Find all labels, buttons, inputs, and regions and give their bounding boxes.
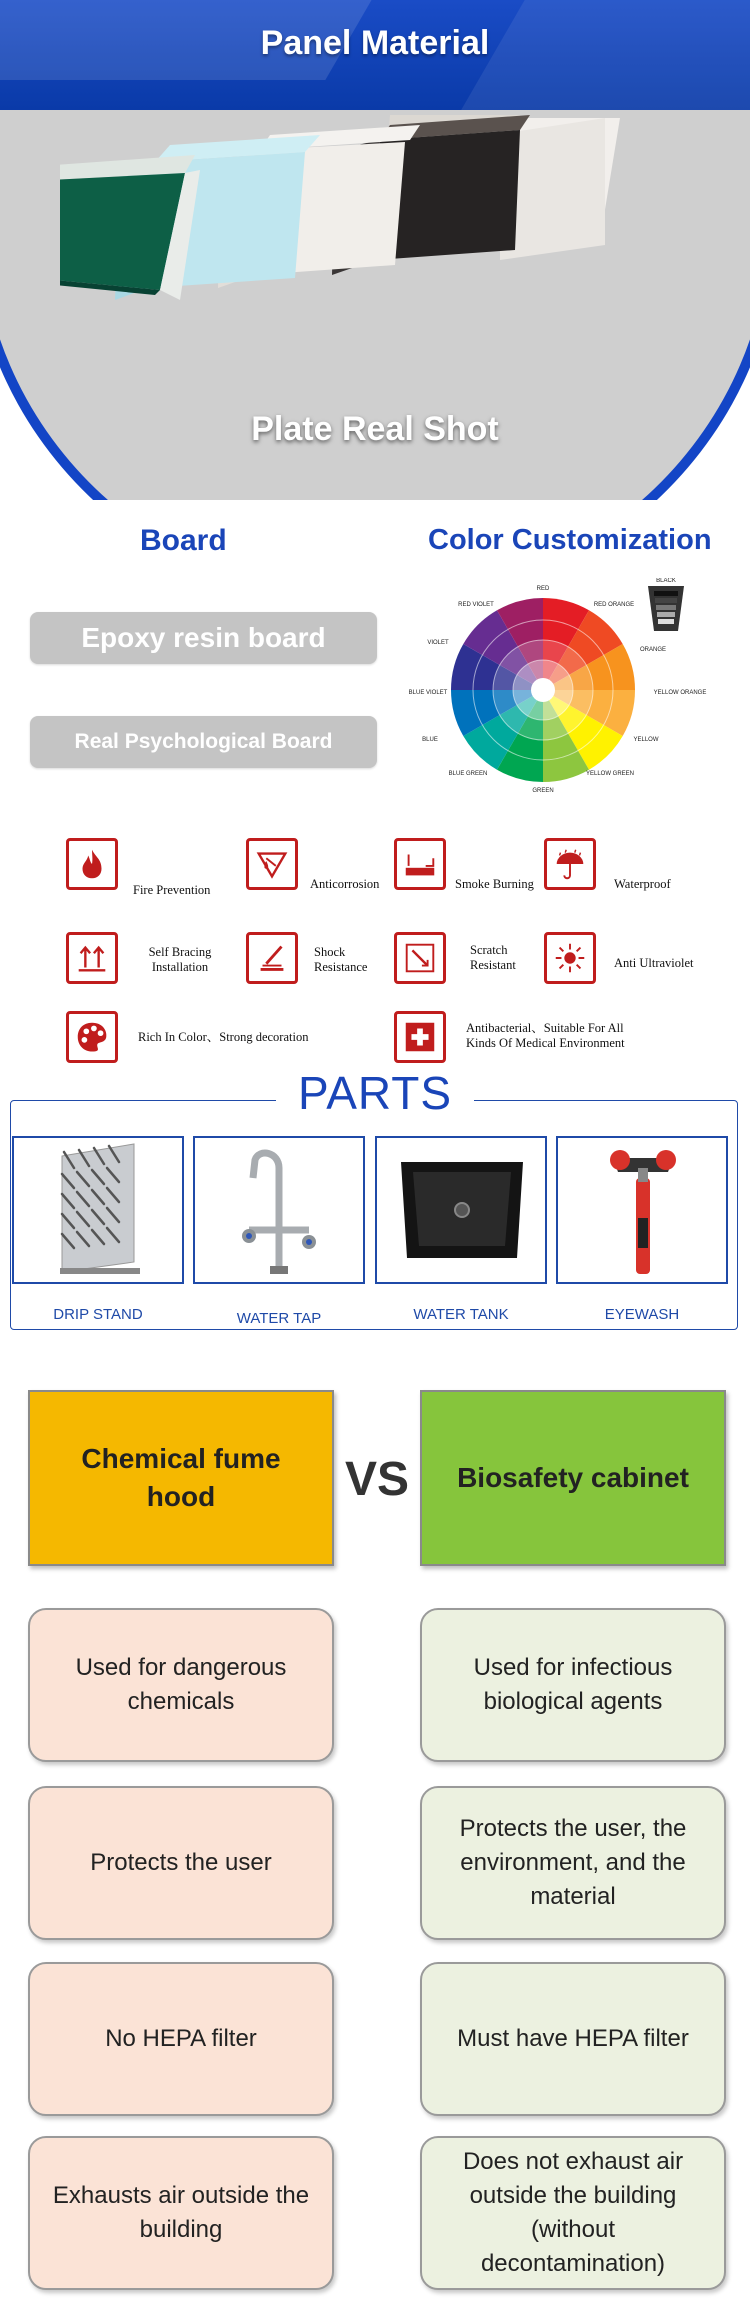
- part-label-drip-stand: DRIP STAND: [53, 1306, 143, 1323]
- biosafety-row-1: Used for infectious biological agents: [420, 1608, 726, 1762]
- arrows-up-icon: [66, 932, 118, 984]
- biosafety-header: Biosafety cabinet: [420, 1390, 726, 1566]
- feature-label-smoke: Smoke Burning: [455, 877, 534, 891]
- wheel-label-red-orange: RED ORANGE: [593, 602, 635, 608]
- plate-photo-section: [0, 110, 750, 500]
- wheel-label-green: GREEN: [532, 788, 554, 794]
- page-title: Panel Material: [260, 24, 490, 62]
- palette-icon: [66, 1011, 118, 1063]
- parts-title-text: PARTS: [276, 1067, 474, 1119]
- scratch-icon: [394, 932, 446, 984]
- biosafety-row-3: Must have HEPA filter: [420, 1962, 726, 2116]
- part-image-water-tap: [193, 1136, 365, 1284]
- feature-label-fire: Fire Prevention: [133, 883, 211, 897]
- wheel-label-red-violet: RED VIOLET: [458, 602, 494, 608]
- part-label-eyewash: EYEWASH: [604, 1306, 680, 1323]
- anticorrosion-icon: [246, 838, 298, 890]
- feature-label-color: Rich In Color、Strong decoration: [138, 1030, 309, 1044]
- gray-scale-swatch: [648, 586, 684, 631]
- umbrella-icon: [544, 838, 596, 890]
- wheel-label-red: RED: [536, 586, 550, 592]
- fume-hood-row-3: No HEPA filter: [28, 1962, 334, 2116]
- board-item-epoxy: Epoxy resin board: [30, 612, 377, 664]
- part-label-water-tap: WATER TAP: [236, 1310, 322, 1327]
- fume-hood-row-4: Exhausts air outside the building: [28, 2136, 334, 2290]
- part-image-water-tank: [375, 1136, 547, 1284]
- parts-heading: [0, 1066, 750, 1120]
- smoke-icon: [394, 838, 446, 890]
- color-heading: Color Customization: [428, 524, 712, 556]
- feature-label-waterproof: Waterproof: [614, 877, 671, 891]
- board-samples-image: [60, 110, 700, 400]
- medical-cross-icon: [394, 1011, 446, 1063]
- wheel-label-blue-green: BLUE GREEN: [448, 771, 488, 777]
- shock-icon: [246, 932, 298, 984]
- wheel-label-blue: BLUE: [422, 737, 438, 743]
- board-item-psychological: Real Psychological Board: [30, 716, 377, 768]
- wheel-label-yellow-orange: YELLOW ORANGE: [653, 690, 707, 696]
- part-image-eyewash: [556, 1136, 728, 1284]
- part-image-drip-stand: [12, 1136, 184, 1284]
- photo-label: Plate Real Shot: [251, 410, 499, 448]
- feature-label-scratch: Scratch Resistant: [470, 943, 516, 972]
- feature-label-antibacterial: Antibacterial、Suitable For All Kinds Of Medical Environment: [466, 1021, 625, 1050]
- header-banner: [0, 0, 750, 110]
- wheel-label-violet: VIOLET: [427, 640, 449, 646]
- feature-label-ultraviolet: Anti Ultraviolet: [614, 956, 694, 970]
- board-heading: Board: [140, 524, 227, 557]
- fume-hood-header: Chemical fume hood: [28, 1390, 334, 1566]
- wheel-label-black: BLACK: [656, 578, 676, 584]
- color-wheel-chart: [408, 578, 738, 798]
- biosafety-row-2: Protects the user, the environment, and the material: [420, 1786, 726, 1940]
- fire-icon: [66, 838, 118, 890]
- biosafety-row-4: Does not exhaust air outside the building (without decontamination): [420, 2136, 726, 2290]
- wheel-label-yellow: YELLOW: [633, 737, 659, 743]
- fume-hood-row-2: Protects the user: [28, 1786, 334, 1940]
- wheel-label-orange: ORANGE: [639, 647, 667, 653]
- wheel-label-yellow-green: YELLOW GREEN: [585, 771, 635, 777]
- sun-icon: [544, 932, 596, 984]
- feature-label-shock: Shock Resistance: [314, 945, 368, 974]
- fume-hood-row-1: Used for dangerous chemicals: [28, 1608, 334, 1762]
- part-label-water-tank: WATER TANK: [413, 1306, 509, 1323]
- feature-label-bracing: Self Bracing Installation: [148, 945, 212, 974]
- feature-label-anticorrosion: Anticorrosion: [310, 877, 380, 891]
- vs-label: VS: [344, 1453, 410, 1506]
- wheel-label-blue-violet: BLUE VIOLET: [408, 690, 448, 696]
